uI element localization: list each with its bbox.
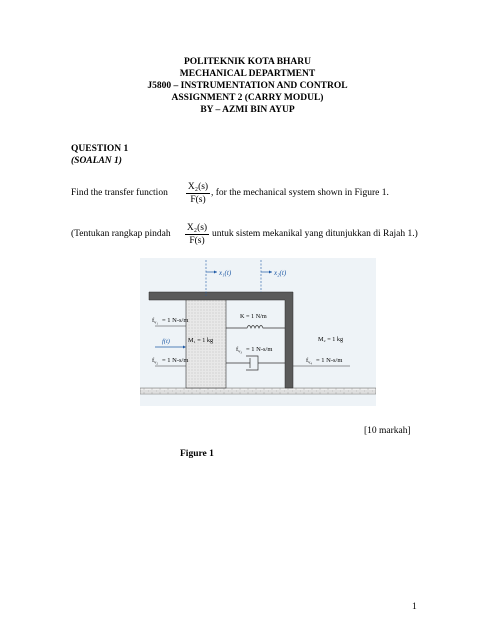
header-line-5: BY – AZMI BIN AYUP [200, 105, 295, 115]
fv3-symbol: $f_{v_3}$ [236, 346, 242, 354]
x1-label: x₁(t) [219, 269, 232, 277]
page-number: 1 [412, 602, 417, 612]
fv2-symbol: $f_{v_2}$ [152, 357, 158, 365]
fraction-numerator: X₂(s) [187, 182, 209, 192]
fraction-denominator: F(s) [190, 195, 206, 205]
fv1-label: = 1 N-s/m [162, 317, 189, 324]
ground-hatch [140, 388, 376, 394]
fv1-symbol: $f_{v_1}$ [152, 317, 158, 325]
fv4-symbol: $f_{v_4}$ [306, 357, 312, 365]
header-line-2: MECHANICAL DEPARTMENT [179, 69, 316, 79]
transfer-function-fraction-ms [185, 222, 209, 247]
force-label: f(t) [162, 338, 170, 345]
question-ms-suffix: untuk sistem mekanikal yang ditunjukkan di Rajah 1.) [212, 229, 418, 239]
fv3-label: = 1 N-s/m [246, 346, 273, 353]
x2-label: x₂(t) [274, 269, 287, 277]
marks-label: [10 markah] [364, 426, 411, 436]
fv2-label: = 1 N-s/m [162, 357, 189, 364]
question-en-prefix: Find the transfer function [71, 188, 168, 198]
mass-m1-label: M₁ = 1 kg [188, 337, 214, 344]
spring-k-label: K = 1 N/m [240, 313, 267, 320]
question-subtitle: (SOALAN 1) [71, 156, 122, 166]
header-line-3: J5800 – INSTRUMENTATION AND CONTROL [147, 81, 348, 91]
mechanical-system-figure [140, 258, 376, 406]
header-line-4: ASSIGNMENT 2 (CARRY MODUL) [171, 93, 324, 103]
fraction-numerator: X₂(s) [186, 223, 208, 233]
header-line-1: POLITEKNIK KOTA BHARU [183, 57, 312, 67]
fraction-denominator: F(s) [189, 236, 205, 246]
question-title: QUESTION 1 [71, 144, 129, 154]
mass-m2-label: M₂ = 1 kg [318, 336, 344, 343]
question-en-suffix: , for the mechanical system shown in Figure 1. [211, 188, 389, 198]
figure-background [140, 258, 376, 406]
figure-caption: Figure 1 [180, 449, 214, 459]
transfer-function-fraction-en [186, 181, 210, 206]
fv4-label: = 1 N-s/m [316, 357, 343, 364]
question-ms-prefix: (Tentukan rangkap pindah [71, 229, 171, 239]
